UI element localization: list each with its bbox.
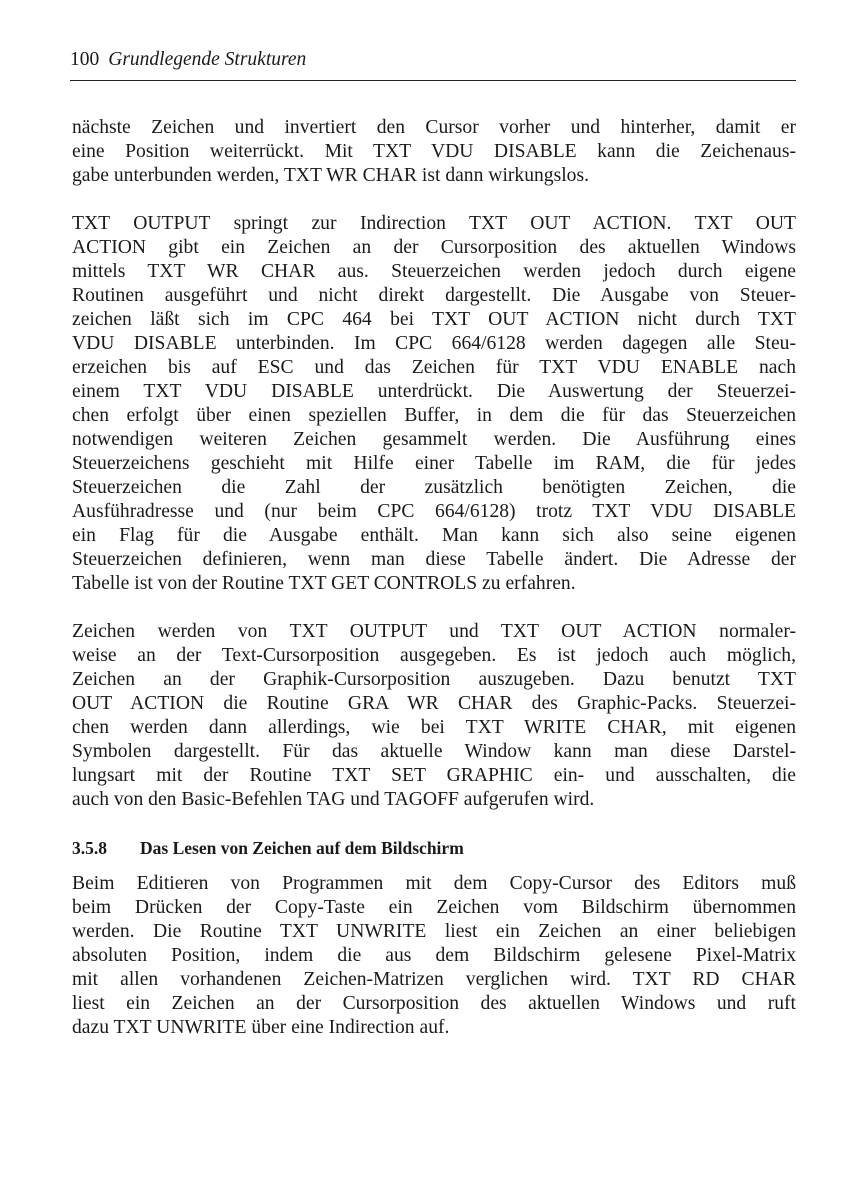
text-line: erzeichen bis auf ESC und das Zeichen für TXT VDU ENABLE nach — [72, 357, 796, 378]
text-line: liest ein Zeichen an der Cursorposition des aktuellen Windows und ruft — [72, 993, 796, 1014]
text-line: gabe unterbunden werden, TXT WR CHAR ist dann wirkungslos. — [72, 165, 589, 186]
header-rule — [70, 80, 796, 81]
paragraph-2 — [72, 212, 796, 596]
text-line: OUT ACTION die Routine GRA WR CHAR des Graphic-Packs. Steuerzei- — [72, 693, 796, 714]
text-line: mit allen vorhandenen Zeichen-Matrizen verglichen wird. TXT RD CHAR — [72, 969, 796, 990]
page-header — [70, 48, 796, 72]
paragraph-3 — [72, 620, 796, 812]
text-line: werden. Die Routine TXT UNWRITE liest ein Zeichen an einer beliebigen — [72, 921, 796, 942]
section-number: 3.5.8 — [72, 838, 107, 858]
text-line: nächste Zeichen und invertiert den Cursor vorher und hinterher, damit er — [72, 117, 796, 138]
text-line: Ausführadresse und (nur beim CPC 664/6128) trotz TXT VDU DISABLE — [72, 501, 796, 522]
text-line: einem TXT VDU DISABLE unterdrückt. Die Auswertung der Steuerzei- — [72, 381, 796, 402]
text-line: zeichen läßt sich im CPC 464 bei TXT OUT ACTION nicht durch TXT — [72, 309, 796, 330]
text-line: Steuerzeichen definieren, wenn man diese Tabelle ändert. Die Adresse der — [72, 549, 796, 570]
text-line: Beim Editieren von Programmen mit dem Copy-Cursor des Editors muß — [72, 873, 796, 894]
text-line: Steuerzeichens geschieht mit Hilfe einer Tabelle im RAM, die für jedes — [72, 453, 796, 474]
text-line: Steuerzeichen die Zahl der zusätzlich benötigten Zeichen, die — [72, 477, 796, 498]
running-title: Grundlegende Strukturen — [108, 49, 307, 70]
text-line: lungsart mit der Routine TXT SET GRAPHIC ein- und ausschalten, die — [72, 765, 796, 786]
text-line: Zeichen an der Graphik-Cursorposition auszugeben. Dazu benutzt TXT — [72, 669, 796, 690]
text-line: Tabelle ist von der Routine TXT GET CONTROLS zu erfahren. — [72, 573, 576, 594]
text-line: VDU DISABLE unterbinden. Im CPC 664/6128 werden dagegen alle Steu- — [72, 333, 796, 354]
text-line: notwendigen weiteren Zeichen gesammelt werden. Die Ausführung eines — [72, 429, 796, 450]
text-line: dazu TXT UNWRITE über eine Indirection auf. — [72, 1017, 450, 1038]
text-line: weise an der Text-Cursorposition ausgegeben. Es ist jedoch auch möglich, — [72, 645, 796, 666]
text-line: Symbolen dargestellt. Für das aktuelle Window kann man diese Darstel- — [72, 741, 796, 762]
text-line: chen erfolgt über einen speziellen Buffer, in dem die für das Steuerzeichen — [72, 405, 796, 426]
text-line: absoluten Position, indem die aus dem Bildschirm gelesene Pixel-Matrix — [72, 945, 796, 966]
text-line: eine Position weiterrückt. Mit TXT VDU DISABLE kann die Zeichenaus- — [72, 141, 796, 162]
text-line: auch von den Basic-Befehlen TAG und TAGOFF aufgerufen wird. — [72, 789, 595, 810]
text-line: Routinen ausgeführt und nicht direkt dargestellt. Die Ausgabe von Steuer- — [72, 285, 796, 306]
section-heading — [72, 836, 796, 860]
text-line: mittels TXT WR CHAR aus. Steuerzeichen werden jedoch durch eigene — [72, 261, 796, 282]
text-line: chen werden dann allerdings, wie bei TXT WRITE CHAR, mit eigenen — [72, 717, 796, 738]
text-line: TXT OUTPUT springt zur Indirection TXT OUT ACTION. TXT OUT — [72, 213, 796, 234]
text-line: ACTION gibt ein Zeichen an der Cursorposition des aktuellen Windows — [72, 237, 796, 258]
paragraph-1 — [72, 116, 796, 188]
page-number: 100 — [70, 49, 100, 70]
text-line: Zeichen werden von TXT OUTPUT und TXT OUT ACTION normaler- — [72, 621, 796, 642]
text-line: ein Flag für die Ausgabe enthält. Man kann sich also seine eigenen — [72, 525, 796, 546]
section-title: Das Lesen von Zeichen auf dem Bildschirm — [140, 838, 464, 858]
body-text — [72, 116, 796, 1040]
text-line: beim Drücken der Copy-Taste ein Zeichen vom Bildschirm übernommen — [72, 897, 796, 918]
section-paragraph — [72, 872, 796, 1040]
